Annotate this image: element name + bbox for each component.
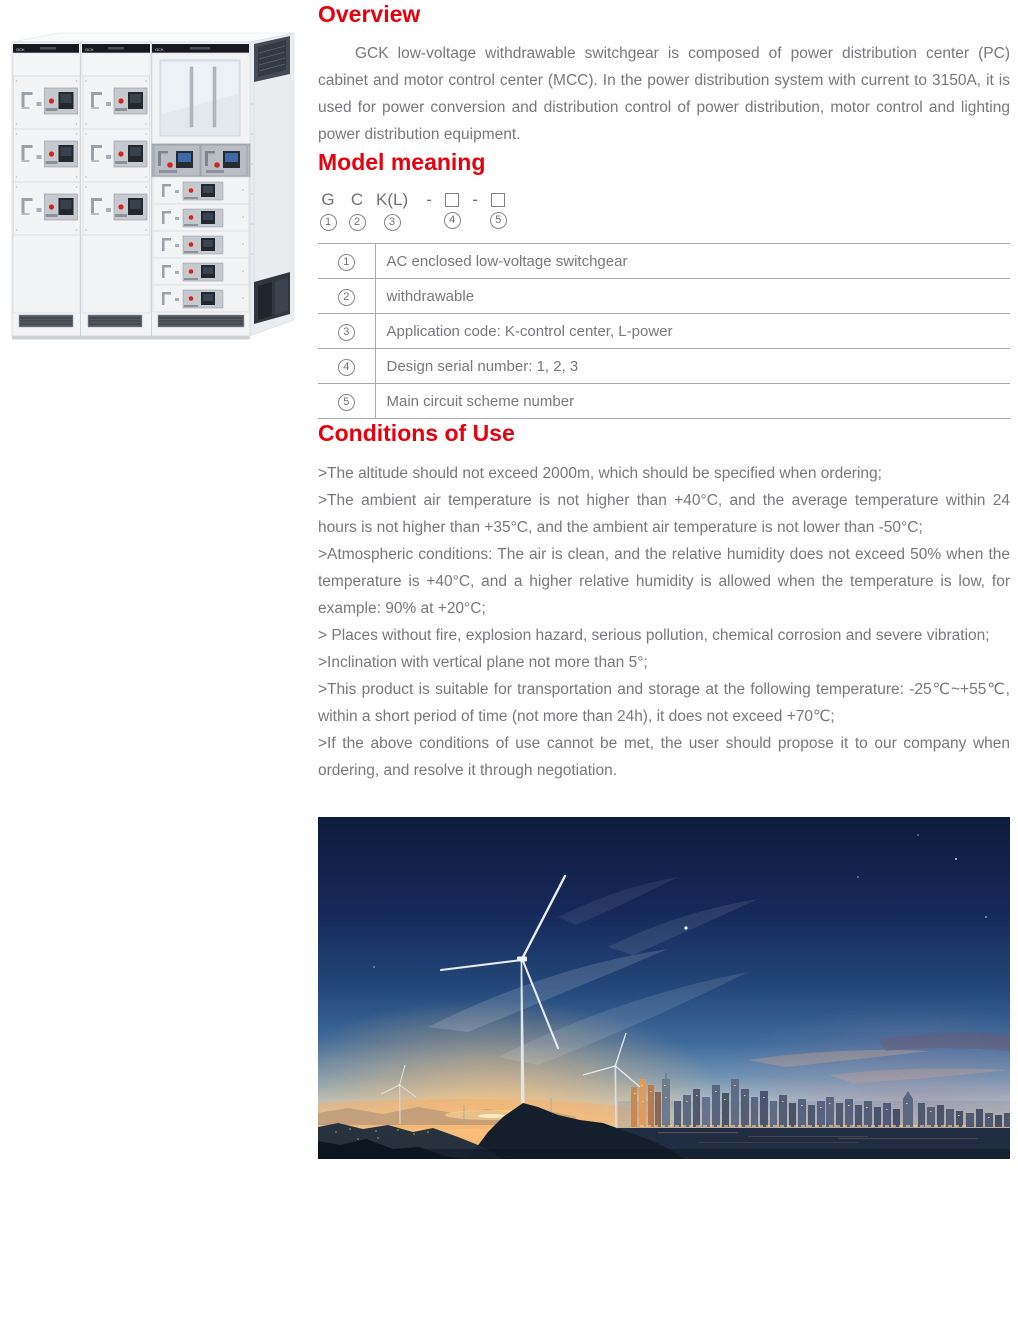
- conditions-list: [318, 460, 1010, 784]
- model-code: [318, 190, 1010, 231]
- condition-item: > Places without fire, explosion hazard, serious pollution, chemical corrosion and severe vibration;: [318, 627, 990, 644]
- row-number: 4: [338, 359, 355, 376]
- circled-number: 4: [444, 212, 461, 229]
- vent-grille: [19, 315, 73, 327]
- model-code-col: [376, 190, 408, 231]
- circled-number: 3: [384, 214, 401, 231]
- code-placeholder-box: [445, 193, 459, 207]
- model-code-col: [425, 190, 433, 231]
- table-row: [318, 279, 1010, 314]
- model-code-col: [347, 190, 367, 231]
- code-letter: C: [350, 190, 364, 209]
- cabinet-column-2: [82, 53, 150, 327]
- circled-number: 1: [320, 214, 337, 231]
- model-code-col: [471, 190, 479, 231]
- code-letter: G: [321, 190, 335, 209]
- sun-glint: [478, 1114, 506, 1118]
- overview-text: GCK low-voltage withdrawable switchgear is composed of power distribution center (PC) cabinet and motor control center (MCC). In the power distribution system with current to 3150A, it is used for power conversion and distribution control of power distribution, motor control and lighting power distribution equipment.: [318, 45, 1010, 143]
- model-meaning-section: [318, 148, 1010, 419]
- panel-label: GCK: [16, 46, 25, 52]
- condition-item: >The ambient air temperature is not higher than +40°C, and the average temperature within 24 hours is not higher than +35°C, and the ambient air temperature is not lower than -50°C;: [318, 492, 1010, 536]
- row-number: 2: [338, 289, 355, 306]
- circled-number: 2: [349, 214, 366, 231]
- table-row: [318, 349, 1010, 384]
- panel-label: GCK: [85, 46, 94, 52]
- model-code-col: [442, 190, 462, 229]
- switchgear-cabinet-illustration: [4, 24, 302, 349]
- overview-title: Overview: [318, 1, 421, 27]
- model-table: [318, 243, 1010, 419]
- product-image-switchgear: [4, 24, 302, 349]
- content-column: [318, 0, 1010, 1159]
- cabinet-column-3: [152, 53, 250, 327]
- panel-label: GCK: [155, 46, 164, 52]
- condition-item: >The altitude should not exceed 2000m, which should be specified when ordering;: [318, 465, 882, 482]
- row-number: 5: [338, 394, 355, 411]
- vent-grille: [88, 315, 142, 327]
- vent-grille: [158, 315, 244, 327]
- model-meaning-title: Model meaning: [318, 149, 486, 175]
- cabinet-base: [12, 336, 250, 340]
- conditions-section: [318, 419, 1010, 784]
- condition-item: >Inclination with vertical plane not more than 5°;: [318, 654, 648, 671]
- row-description: Application code: K-control center, L-power: [386, 322, 673, 340]
- row-description: Design serial number: 1, 2, 3: [386, 357, 579, 375]
- condition-item: >This product is suitable for transportation and storage at the following temperature: -25℃~+55℃, within a short period of time (not more than 24h), it does not exceed +70℃;: [318, 681, 1010, 725]
- model-code-col: [488, 190, 508, 229]
- wind-turbine-photo-svg: [318, 817, 1010, 1159]
- circled-number: 5: [490, 212, 507, 229]
- table-row: [318, 314, 1010, 349]
- table-row: [318, 244, 1010, 279]
- wind-turbine-photo: [318, 817, 1010, 1159]
- condition-item: >If the above conditions of use cannot be met, the user should propose it to our company when ordering, and resolve it through negotiation.: [318, 735, 1010, 779]
- row-description: AC enclosed low-voltage switchgear: [386, 252, 628, 270]
- code-letter: K(L): [376, 190, 409, 209]
- code-dash: -: [426, 190, 432, 209]
- photo-bottom-shade: [318, 1149, 1010, 1159]
- conditions-title: Conditions of Use: [318, 420, 515, 446]
- cabinet-header-strips: [13, 44, 249, 53]
- cabinet-column-1: [13, 53, 80, 327]
- cabinet-top: [12, 33, 294, 42]
- condition-item: >Atmospheric conditions: The air is clean, and the relative humidity does not exceed 50% when the temperature is +40°C, and a higher relative humidity is allowed when the temperature is low, for example: 90% at +20°C;: [318, 546, 1010, 617]
- model-code-col: [318, 190, 338, 231]
- code-placeholder-box: [491, 193, 505, 207]
- row-description: Main circuit scheme number: [386, 392, 575, 410]
- code-dash: -: [472, 190, 478, 209]
- overview-section: [318, 0, 1010, 148]
- row-number: 3: [338, 324, 355, 341]
- table-row: [318, 384, 1010, 419]
- row-description: withdrawable: [386, 287, 475, 305]
- row-number: 1: [338, 254, 355, 271]
